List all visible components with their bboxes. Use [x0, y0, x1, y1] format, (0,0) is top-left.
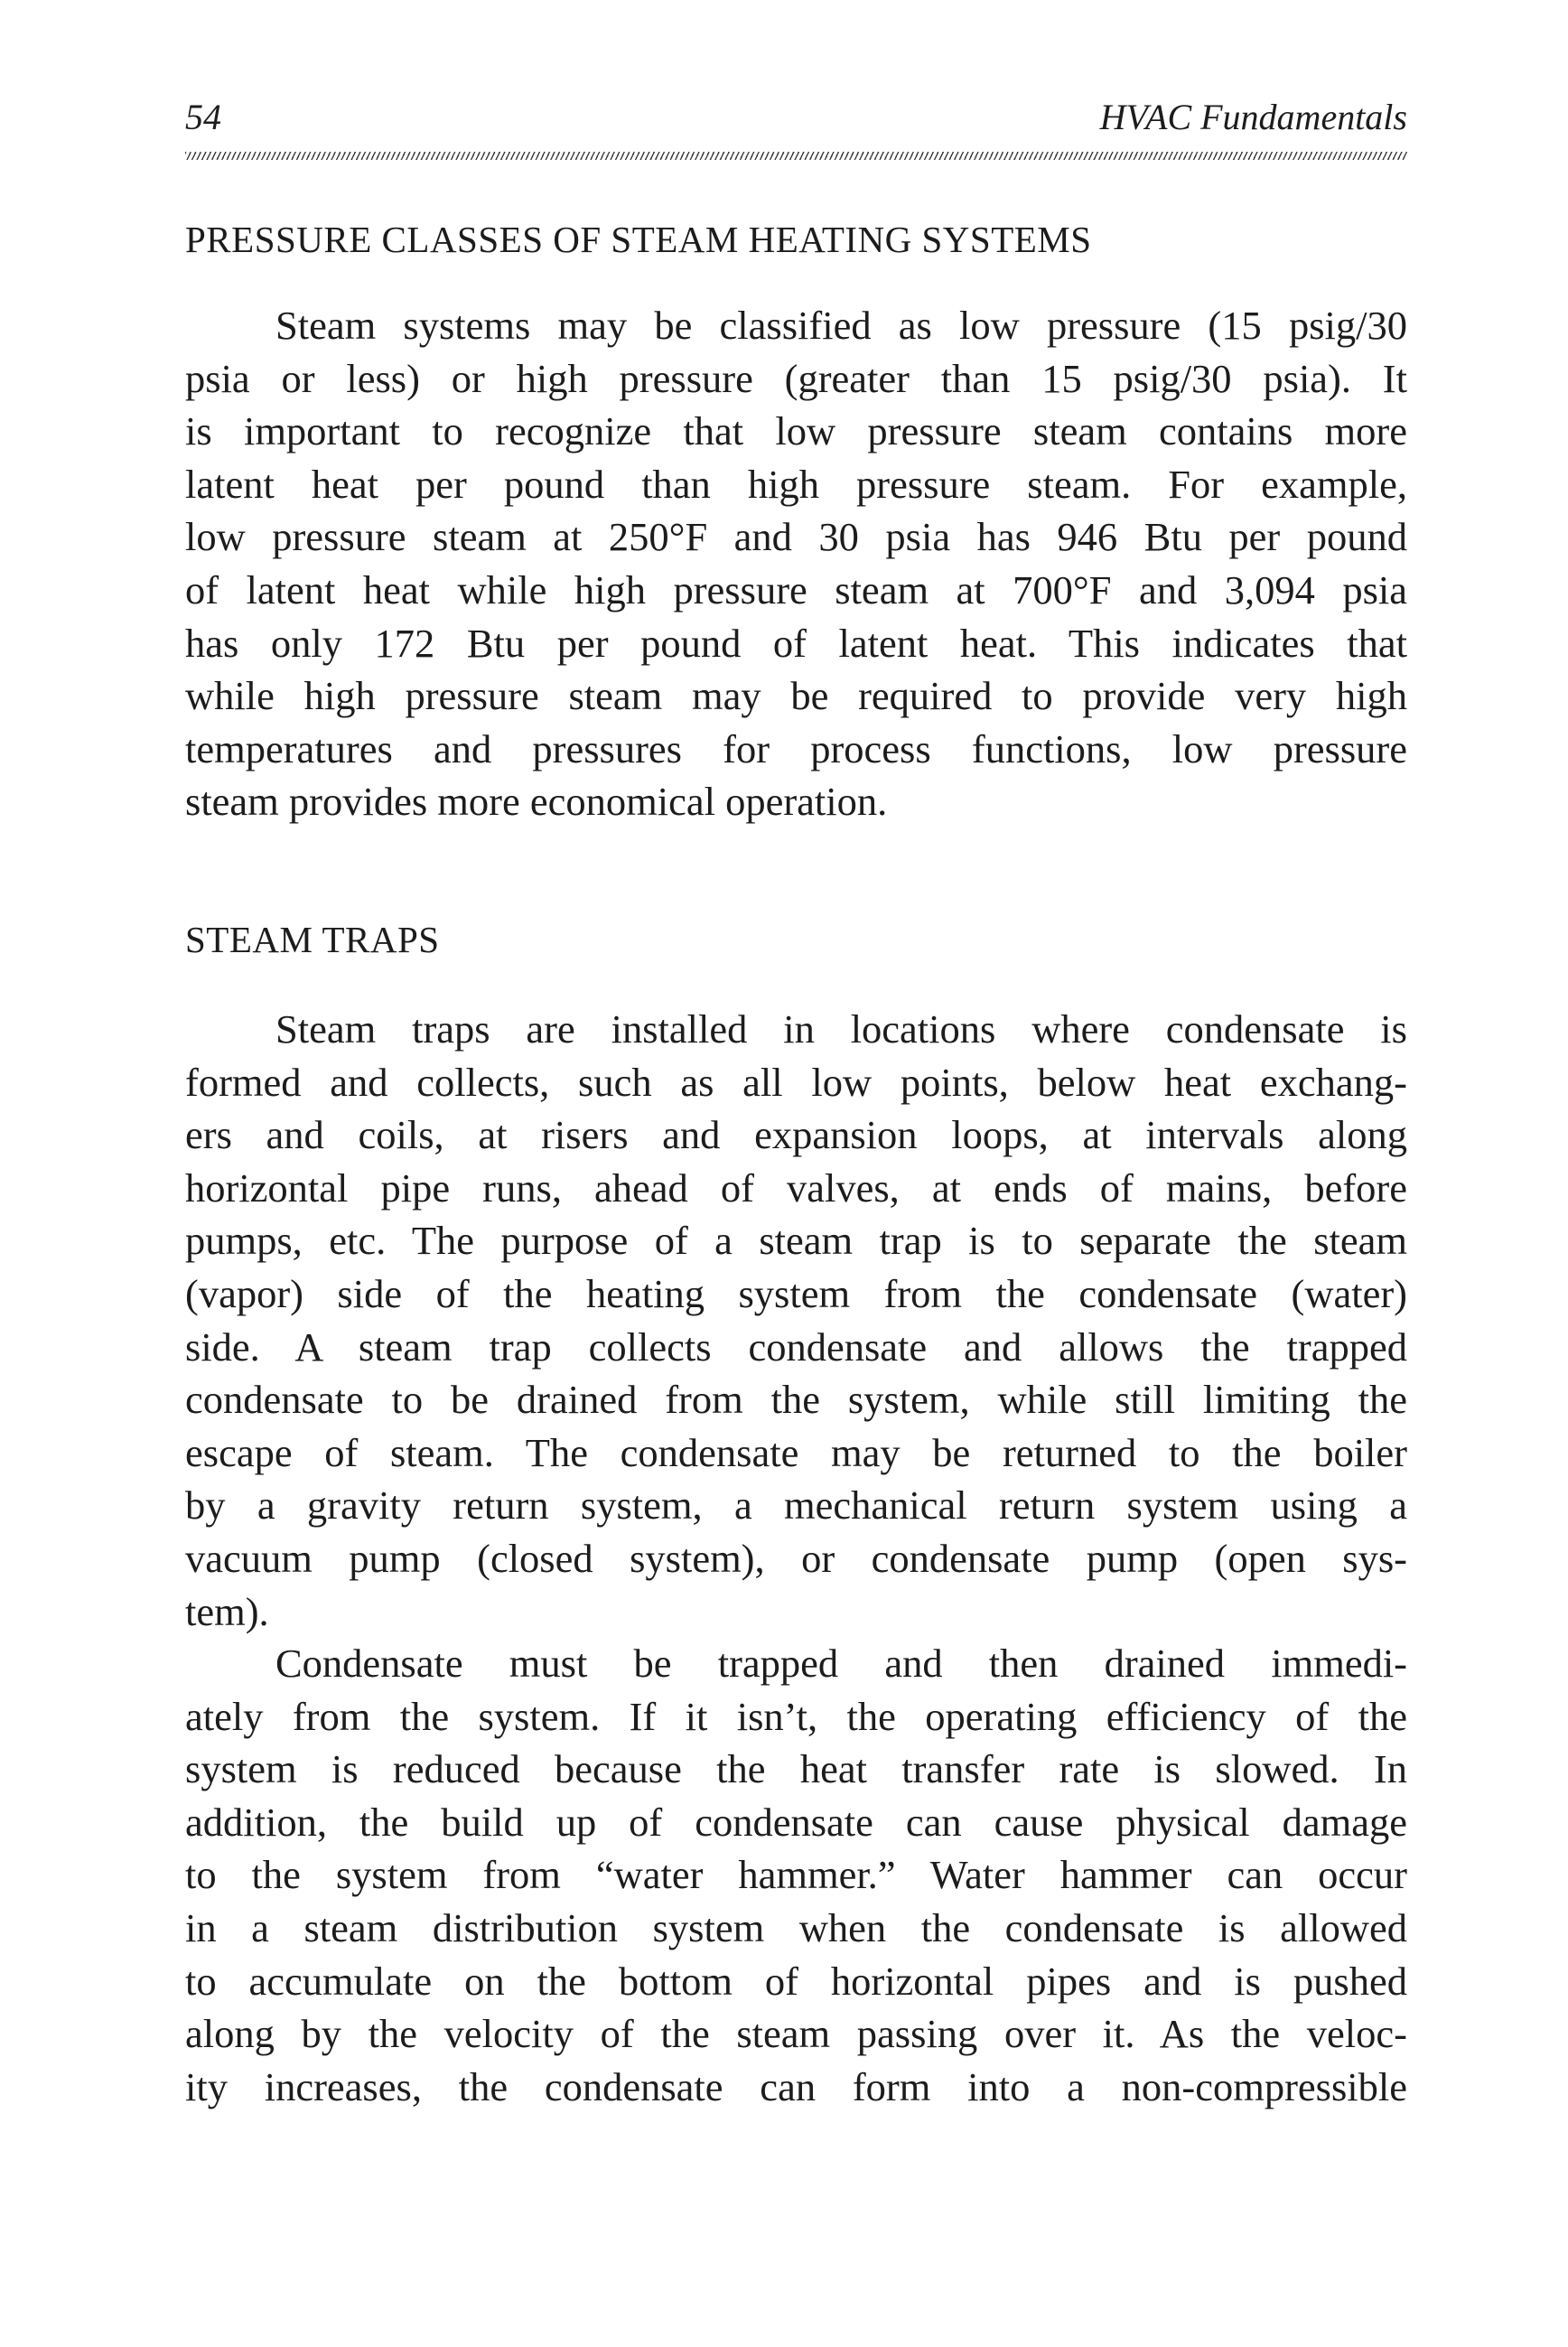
header-rule: [185, 152, 1407, 160]
text-line: has only 172 Btu per pound of latent heat. This indicates that: [185, 620, 1407, 666]
text-line: tem).: [185, 1588, 269, 1634]
text-line: formed and collects, such as all low points, below heat exchang-: [185, 1059, 1407, 1105]
text-line: vacuum pump (closed system), or condensate pump (open sys-: [185, 1535, 1407, 1581]
book-title: HVAC Fundamentals: [1099, 97, 1407, 137]
section-heading-steam-traps: STEAM TRAPS: [185, 919, 440, 960]
paragraph-pressure-classes: [185, 299, 1407, 828]
text-line: Steam systems may be classified as low pressure (15 psig/30: [275, 303, 1407, 348]
text-line: ity increases, the condensate can form into a non-compressible: [185, 2063, 1407, 2109]
text-line: side. A steam trap collects condensate and allows the trapped: [185, 1323, 1407, 1370]
text-line: steam provides more economical operation.: [185, 779, 888, 825]
text-line: psia or less) or high pressure (greater than 15 psig/30 psia). It: [185, 355, 1407, 401]
text-line: Condensate must be trapped and then drained immedi-: [275, 1641, 1407, 1686]
text-line: addition, the build up of condensate can cause physical damage: [185, 1799, 1407, 1845]
text-line: is important to recognize that low pressure steam contains more: [185, 408, 1407, 454]
text-line: in a steam distribution system when the condensate is allowed: [185, 1904, 1407, 1950]
text-line: ers and coils, at risers and expansion loops, at intervals along: [185, 1112, 1407, 1158]
page-number: 54: [185, 97, 221, 137]
section-heading-pressure-classes: PRESSURE CLASSES OF STEAM HEATING SYSTEMS: [185, 219, 1092, 260]
paragraph-steam-traps-1: [185, 1003, 1407, 1638]
text-line: Steam traps are installed in locations where condensate is: [275, 1006, 1407, 1052]
text-line: low pressure steam at 250°F and 30 psia has 946 Btu per pound: [185, 514, 1407, 560]
text-line: (vapor) side of the heating system from the condensate (water): [185, 1270, 1407, 1316]
text-line: temperatures and pressures for process functions, low pressure: [185, 725, 1407, 771]
text-line: while high pressure steam may be required to provide very high: [185, 673, 1407, 719]
text-line: along by the velocity of the steam passing over it. As the veloc-: [185, 2011, 1407, 2057]
text-line: ately from the system. If it isn’t, the operating efficiency of the: [185, 1693, 1407, 1739]
text-line: escape of steam. The condensate may be returned to the boiler: [185, 1429, 1407, 1475]
text-line: horizontal pipe runs, ahead of valves, at ends of mains, before: [185, 1164, 1407, 1211]
text-line: system is reduced because the heat transfer rate is slowed. In: [185, 1746, 1407, 1792]
paragraph-steam-traps-2: [185, 1637, 1407, 2113]
text-line: latent heat per pound than high pressure steam. For example,: [185, 461, 1407, 507]
text-line: condensate to be drained from the system, while still limiting the: [185, 1377, 1407, 1423]
text-line: of latent heat while high pressure steam at 700°F and 3,094 psia: [185, 566, 1407, 612]
text-line: to the system from “water hammer.” Water hammer can occur: [185, 1852, 1407, 1898]
text-line: by a gravity return system, a mechanical return system using a: [185, 1482, 1407, 1529]
text-line: pumps, etc. The purpose of a steam trap is to separate the steam: [185, 1218, 1407, 1264]
running-head: [185, 92, 1407, 143]
text-line: to accumulate on the bottom of horizontal pipes and is pushed: [185, 1958, 1407, 2004]
